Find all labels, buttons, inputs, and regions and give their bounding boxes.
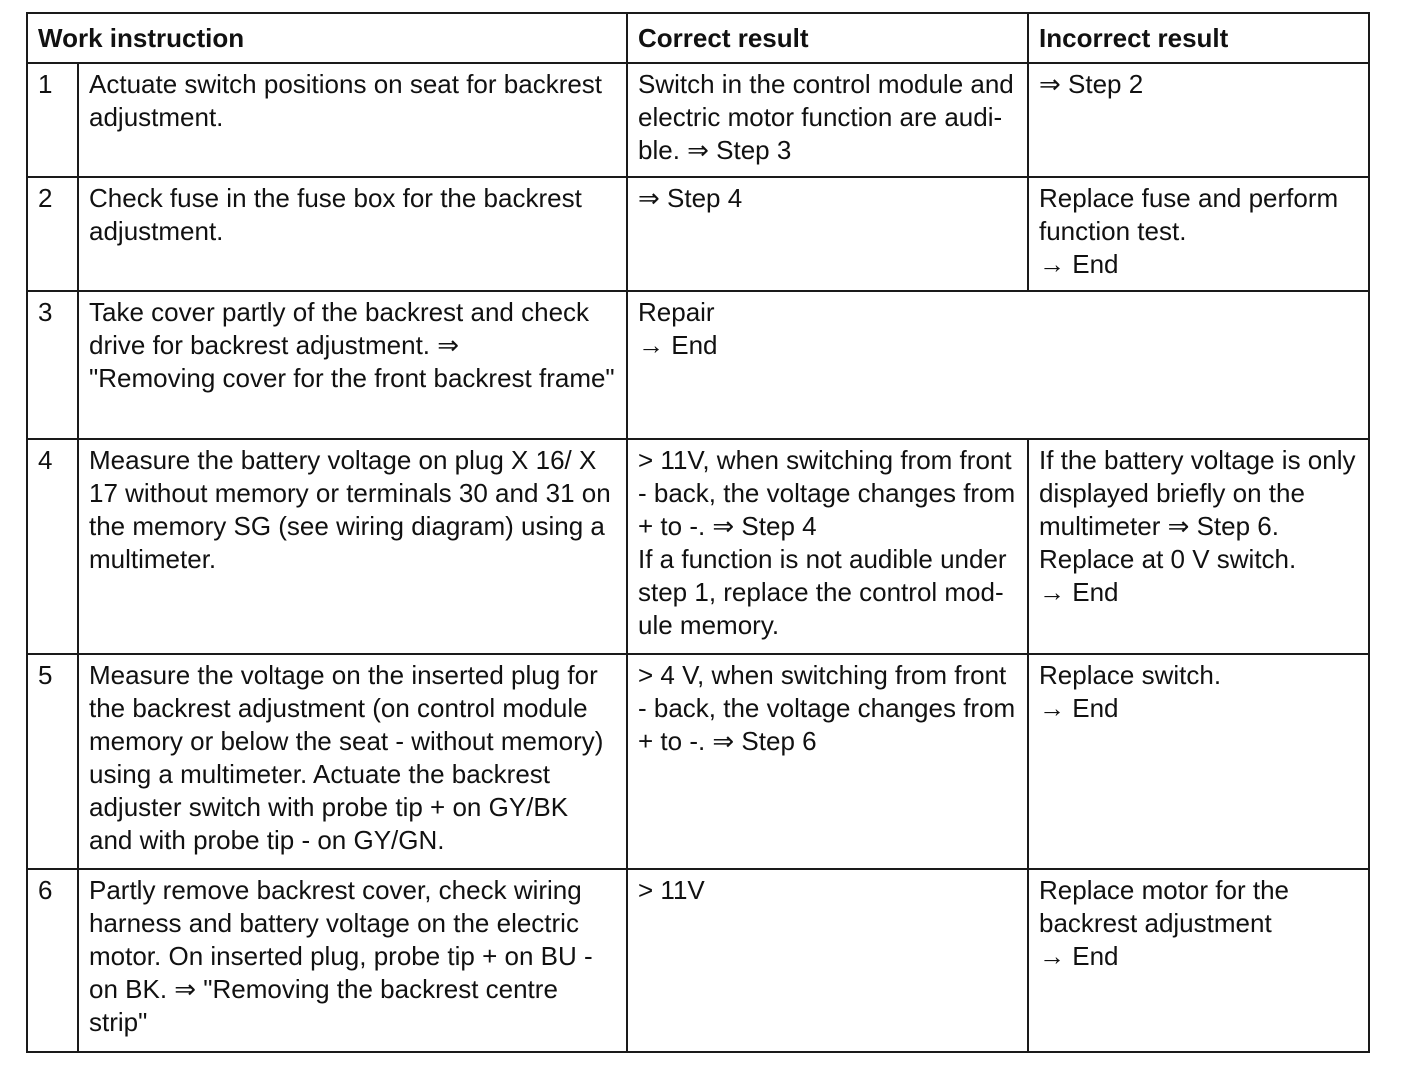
instruction-cell: Partly remove backrest cover, check wiring harness and battery voltage on the electric motor. On inserted plug, probe tip + on BU - on BK. ⇒ "Removing the backrest centre strip" xyxy=(78,869,627,1052)
table-row xyxy=(27,291,1369,439)
table-row xyxy=(27,63,1369,177)
instruction-cell: Take cover partly of the backrest and check drive for backrest adjustment. ⇒ "Removing cover for the front backrest frame" xyxy=(78,291,627,439)
step-number: 6 xyxy=(27,869,78,1052)
table-row xyxy=(27,869,1369,1052)
incorrect-result-cell: ⇒ Step 2 xyxy=(1028,63,1369,177)
incorrect-result-cell: Replace switch. → End xyxy=(1028,654,1369,869)
instruction-cell: Check fuse in the fuse box for the backrest adjustment. xyxy=(78,177,627,291)
step-number: 4 xyxy=(27,439,78,654)
step-number: 1 xyxy=(27,63,78,177)
instruction-cell: Measure the battery voltage on plug X 16/ X 17 without memory or terminals 30 and 31 on the memory SG (see wiring diagram) using a multimeter. xyxy=(78,439,627,654)
correct-result-cell: > 4 V, when switching from front - back, the voltage changes from + to -. ⇒ Step 6 xyxy=(627,654,1028,869)
step-number: 5 xyxy=(27,654,78,869)
step-number: 3 xyxy=(27,291,78,439)
correct-result-cell: Switch in the control module and electric motor function are audi- ble. ⇒ Step 3 xyxy=(627,63,1028,177)
incorrect-result-cell: If the battery voltage is only displayed briefly on the multimeter ⇒ Step 6. Replace at 0 V switch. → End xyxy=(1028,439,1369,654)
correct-result-cell: > 11V xyxy=(627,869,1028,1052)
incorrect-result-cell: Replace fuse and perform function test. → End xyxy=(1028,177,1369,291)
correct-result-cell: Repair → End xyxy=(627,291,1369,439)
correct-result-cell: > 11V, when switching from front - back, the voltage changes from + to -. ⇒ Step 4 If a function is not audible under step 1, replace the control mod- ule memory. xyxy=(627,439,1028,654)
header-row xyxy=(27,13,1369,63)
correct-result-cell: ⇒ Step 4 xyxy=(627,177,1028,291)
incorrect-result-cell: Replace motor for the backrest adjustment → End xyxy=(1028,869,1369,1052)
work-instruction-table xyxy=(26,12,1370,1053)
header-work-instruction: Work instruction xyxy=(27,13,627,63)
header-incorrect-result: Incorrect result xyxy=(1028,13,1369,63)
table-row xyxy=(27,439,1369,654)
table-row xyxy=(27,654,1369,869)
step-number: 2 xyxy=(27,177,78,291)
instruction-cell: Measure the voltage on the inserted plug for the backrest adjustment (on control module memory or below the seat - without memory) using a multimeter. Actuate the backrest adjuster switch with probe tip + on GY/BK and with probe tip - on GY/GN. xyxy=(78,654,627,869)
instruction-cell: Actuate switch positions on seat for backrest adjustment. xyxy=(78,63,627,177)
header-correct-result: Correct result xyxy=(627,13,1028,63)
table-row xyxy=(27,177,1369,291)
